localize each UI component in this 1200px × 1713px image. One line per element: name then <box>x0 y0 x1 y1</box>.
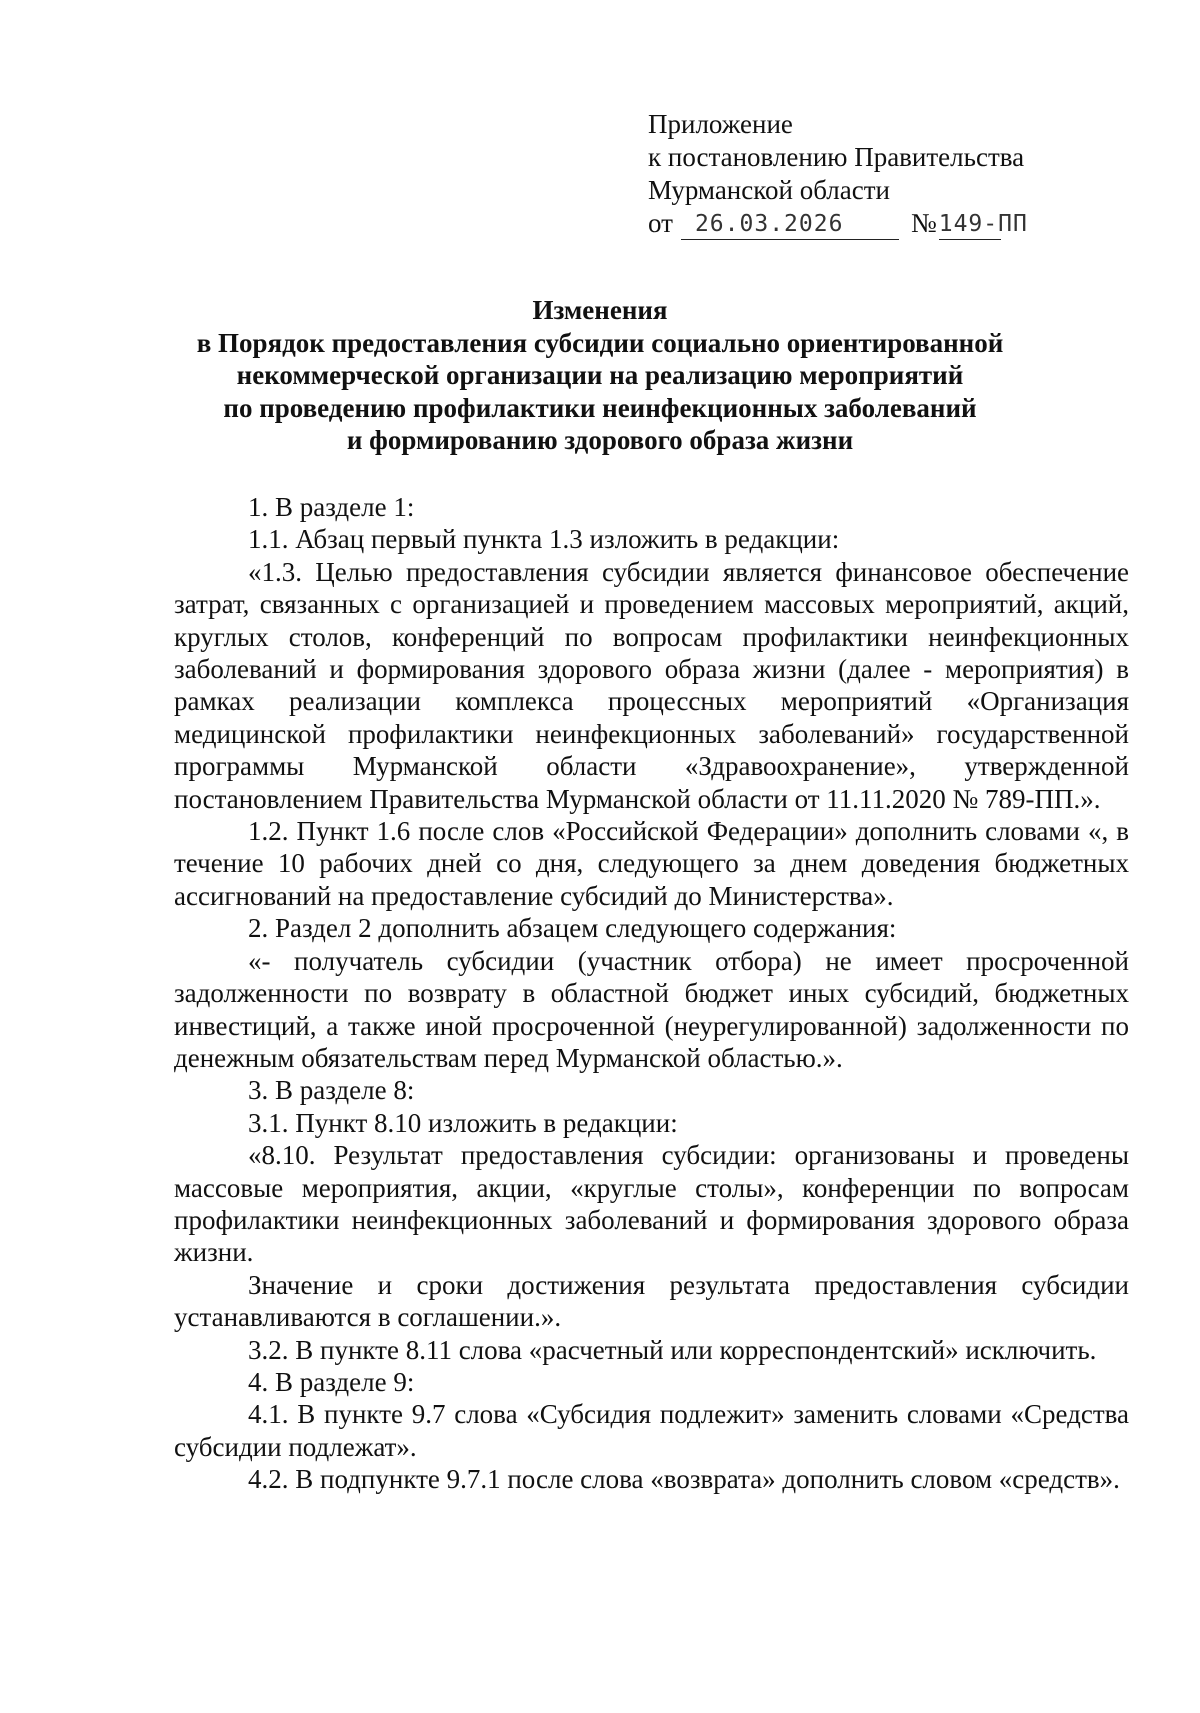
paragraph-8-10-value: Значение и сроки достижения результата предоставления субсидии устанавливаются в соглашении.». <box>174 1269 1129 1333</box>
date-value: 26.03.2026 <box>694 211 844 237</box>
document-title <box>140 294 1060 457</box>
paragraph-1: 1. В разделе 1: <box>248 492 415 522</box>
paragraph-4-1: 4.1. В пункте 9.7 слова «Субсидия подлежит» заменить словами «Средства субсидии подлежат». <box>174 1399 1129 1462</box>
number-field <box>938 211 1028 240</box>
paragraph-1-3-text: «1.3. Целью предоставления субсидии является финансовое обеспечение затрат, связанных с организацией и проведением массовых мероприятий, акций, круглых столов, конференций по вопросам профилактики неинфекционных заболеваний и формирования здорового образа жизни (далее - мероприятия) в рамках реализации комплекса процессных мероприятий «Организация медицинской профилактики неинфекционных заболеваний» государственной программы Мурманской области «Здравоохранение», утвержденной постановлением Правительства Мурманской области от 11.11.2020 № 789-ПП.». <box>174 556 1129 814</box>
paragraph-3: 3. В разделе 8: <box>248 1075 415 1106</box>
paragraph-8-10-text: «8.10. Результат предоставления субсидии: организованы и проведены массовые мероприятия, акции, «круглые столы», конференции по вопросам профилактики неинфекционных заболеваний и формирования здорового образа жизни. <box>174 1140 1129 1268</box>
title-line-3: по проведению профилактики неинфекционных заболеваний <box>223 392 977 423</box>
paragraph-4: 4. В разделе 9: <box>248 1366 415 1397</box>
title-line-2: некоммерческой организации на реализацию мероприятий <box>236 360 964 390</box>
paragraph-2: 2. Раздел 2 дополнить абзацем следующего содержания: <box>248 913 897 944</box>
title-line-1: в Порядок предоставления субсидии социально ориентированной <box>196 327 1004 358</box>
date-prefix: от <box>648 208 673 238</box>
title-line-4: и формированию здорового образа жизни <box>346 425 854 455</box>
paragraph-3-2: 3.2. В пункте 8.11 слова «расчетный или корреспондентский» исключить. <box>248 1334 1097 1365</box>
paragraph-1-2: 1.2. Пункт 1.6 после слов «Российской Федерации» дополнить словами «, в течение 10 рабочих дней со дня, следующего за днем доведения бюджетных ассигнований на предоставление субсидий до Министерства». <box>174 816 1129 911</box>
paragraph-1-1: 1.1. Абзац первый пункта 1.3 изложить в редакции: <box>248 524 840 555</box>
number-value: 149-ПП <box>938 211 1028 237</box>
annex-region: Мурманской области <box>648 175 890 205</box>
paragraph-2-text: «- получатель субсидии (участник отбора) не имеет просроченной задолженности по возврату в областной бюджет иных субсидий, бюджетных инвестиций, а также иной просроченной (неурегулированной) задолженности по денежным обязательствам перед Мурманской областью.». <box>174 945 1129 1073</box>
document-body <box>174 491 1129 1496</box>
number-sign: № <box>910 208 937 238</box>
annex-title: Приложение <box>648 109 793 139</box>
annex-block <box>648 108 1068 240</box>
paragraph-3-1: 3.1. Пункт 8.10 изложить в редакции: <box>248 1107 678 1138</box>
title-heading: Изменения <box>532 295 668 325</box>
annex-reference: к постановлению Правительства <box>648 142 1025 172</box>
annex-date-number-line <box>648 207 1068 240</box>
date-field <box>681 211 899 240</box>
paragraph-4-2: 4.2. В подпункте 9.7.1 после слова «возврата» дополнить словом «средств». <box>248 1464 1120 1495</box>
